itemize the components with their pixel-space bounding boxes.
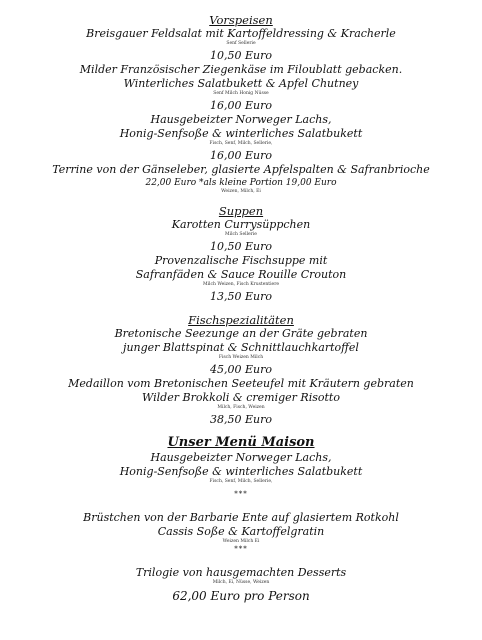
- dish-description: Safranfäden & Sauce Rouille Crouton: [135, 268, 347, 281]
- section-heading-fisch: Fischspezialitäten: [188, 313, 294, 327]
- allergen-info: Fisch Weizen Milch: [218, 355, 264, 360]
- allergen-info: Milch Sellerie: [225, 232, 257, 237]
- course-separator: ***: [234, 490, 248, 498]
- dish-name: Medaillon vom Bretonischen Seeteufel mit Kräutern gebraten: [68, 377, 414, 390]
- dish-seeteufel: [0, 377, 482, 427]
- allergen-info: Senf Sellerie: [226, 41, 256, 46]
- dish-gaenseleber: [0, 163, 482, 195]
- menu-price: 62,00 Euro pro Person: [172, 589, 310, 603]
- dish-seezunge: [0, 327, 482, 377]
- dish-price: 16,00 Euro: [210, 99, 272, 112]
- dish-price: 10,50 Euro: [210, 240, 272, 253]
- dish-name: Hausgebeizter Norweger Lachs,: [150, 113, 332, 126]
- dish-fischsuppe: [0, 254, 482, 304]
- dish-name: Bretonische Seezunge an der Gräte gebraten: [114, 327, 368, 340]
- allergen-info: Weizen, Milch, Ei: [221, 189, 261, 194]
- allergen-info: Senf Milch Honig Nüsse: [213, 91, 269, 96]
- dish-description: Wilder Brokkoli & cremiger Risotto: [142, 391, 340, 404]
- dish-lachs: [0, 113, 482, 163]
- dish-description: Honig-Senfsoße & winterliches Salatbukett: [119, 465, 363, 478]
- dish-name: Provenzalische Fischsuppe mit: [154, 254, 328, 267]
- dish-price: 45,00 Euro: [210, 363, 272, 376]
- dish-name: Breisgauer Feldsalat mit Kartoffeldressing & Kracherle: [86, 27, 396, 40]
- allergen-info: Weizen Milch Ei: [222, 539, 260, 544]
- allergen-info: Milch, Fisch, Weizen: [217, 405, 265, 410]
- dish-name: Trilogie von hausgemachten Desserts: [135, 566, 347, 579]
- menu-course-1: [0, 451, 482, 485]
- dish-name: Karotten Currysüppchen: [171, 218, 311, 231]
- section-heading-menu: Unser Menü Maison: [167, 435, 315, 450]
- dish-description: Winterliches Salatbukett & Apfel Chutney: [123, 77, 359, 90]
- dish-price: 22,00 Euro *als kleine Portion 19,00 Euro: [145, 178, 337, 188]
- section-heading-suppen: Suppen: [218, 204, 264, 218]
- section-menu-maison: [0, 435, 482, 604]
- dish-description: Honig-Senfsoße & winterliches Salatbukett: [119, 127, 363, 140]
- dish-name: Milder Französischer Ziegenkäse im Filoublatt gebacken.: [79, 63, 403, 76]
- menu-course-3: [0, 566, 482, 586]
- dish-description: Cassis Soße & Kartoffelgratin: [157, 525, 325, 538]
- allergen-info: Milch Weizen, Fisch Krustentiere: [202, 282, 280, 287]
- section-suppen: [0, 204, 482, 304]
- dish-currysueppchen: [0, 218, 482, 254]
- dish-name: Brüstchen von der Barbarie Ente auf glasiertem Rotkohl: [83, 511, 399, 524]
- course-separator: ***: [234, 545, 248, 553]
- section-fisch: [0, 313, 482, 427]
- menu-course-2: [0, 511, 482, 545]
- dish-price: 10,50 Euro: [210, 49, 272, 62]
- dish-price: 13,50 Euro: [210, 290, 272, 303]
- allergen-info: Fisch, Senf, Milch, Sellerie,: [209, 141, 273, 146]
- dish-name: Hausgebeizter Norweger Lachs,: [150, 451, 332, 464]
- dish-ziegenkaese: [0, 63, 482, 113]
- section-heading-vorspeisen: Vorspeisen: [209, 13, 273, 27]
- allergen-info: Milch, Ei, Nüsse, Weizen: [212, 580, 270, 585]
- allergen-info: Fisch, Senf, Milch, Sellerie,: [209, 479, 273, 484]
- dish-name: Terrine von der Gänseleber, glasierte Apfelspalten & Safranbrioche: [52, 163, 430, 176]
- dish-price: 38,50 Euro: [210, 413, 272, 426]
- dish-price: 16,00 Euro: [210, 149, 272, 162]
- dish-feldsalat: [0, 27, 482, 63]
- dish-description: junger Blattspinat & Schnittlauchkartoffel: [123, 341, 359, 354]
- section-vorspeisen: [0, 13, 482, 195]
